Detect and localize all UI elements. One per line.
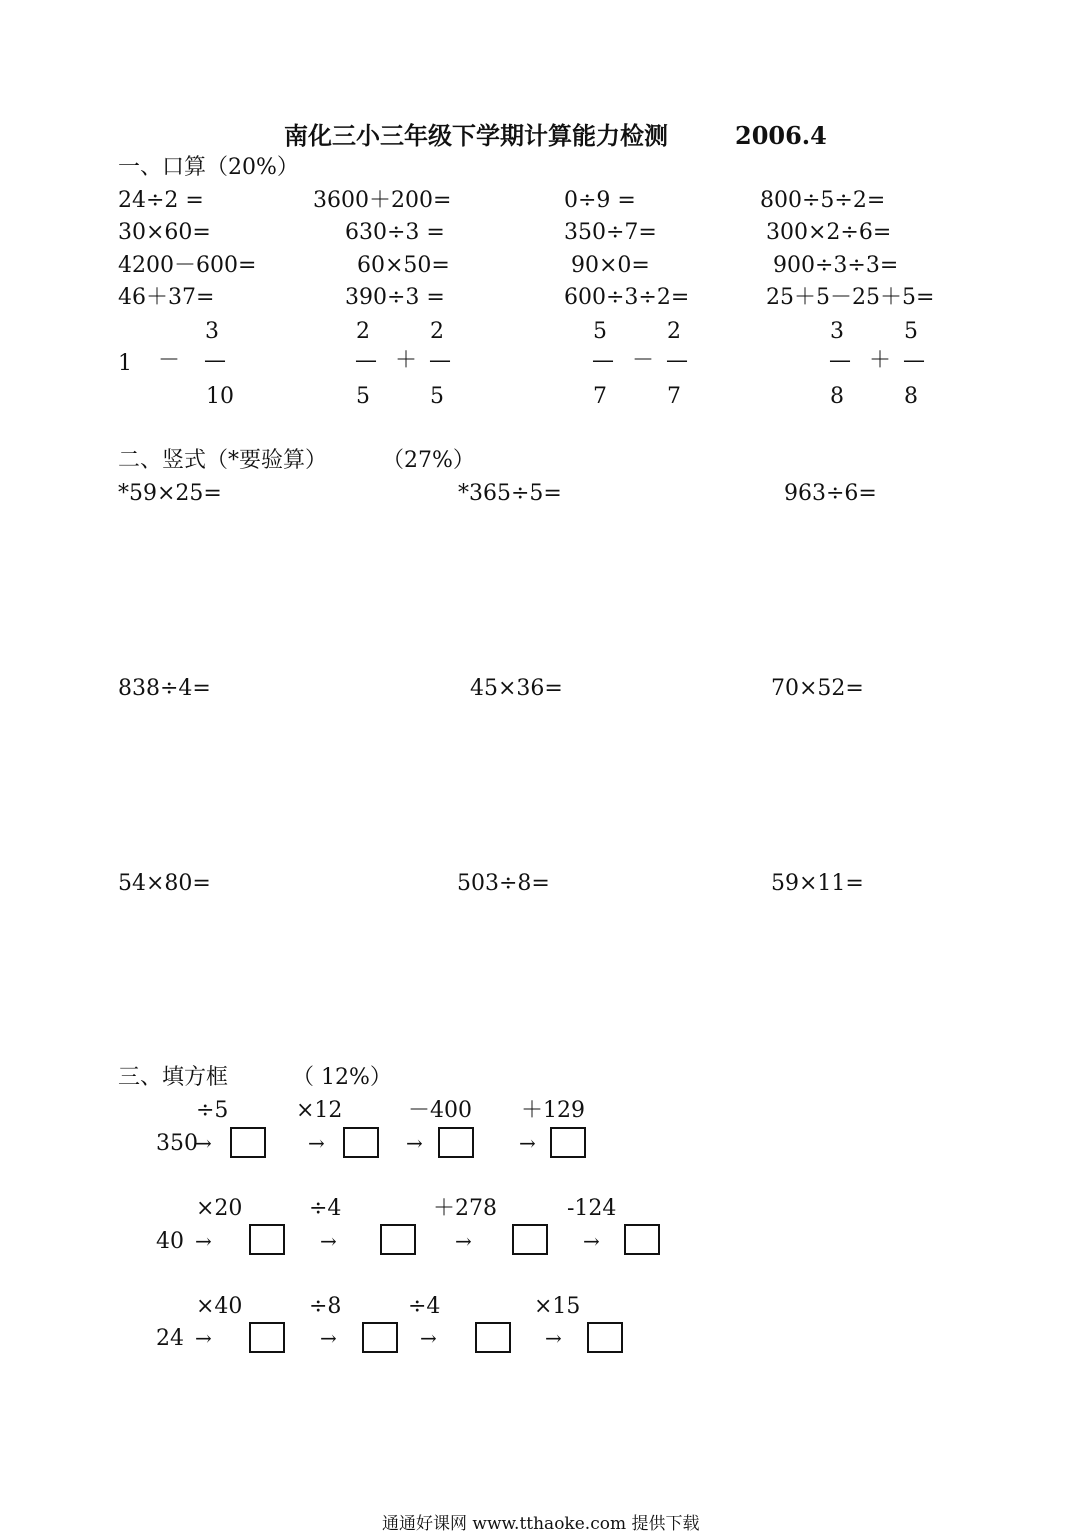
oral-item: 350÷7=: [564, 220, 657, 245]
vertical-item: 59×11=: [771, 871, 864, 896]
answer-box[interactable]: [550, 1127, 586, 1158]
vertical-item: 54×80=: [118, 871, 211, 896]
oral-item: 90×0=: [571, 253, 650, 278]
fraction-numerator: 2: [667, 319, 681, 344]
answer-box[interactable]: [380, 1224, 416, 1255]
oral-item: 390÷3 =: [345, 285, 445, 310]
footer-credit: 通通好课网 www.tthaoke.com 提供下载: [382, 1514, 700, 1534]
fraction-numerator: 2: [356, 319, 370, 344]
arrow-right-icon: →: [195, 1229, 212, 1253]
arrow-right-icon: →: [195, 1326, 212, 1350]
oral-item: 3600＋200=: [313, 188, 452, 213]
answer-box[interactable]: [362, 1322, 398, 1353]
page-title: 南化三小三年级下学期计算能力检测: [284, 121, 668, 150]
fraction-numerator: 3: [205, 319, 219, 344]
fraction-bar: —: [355, 348, 377, 373]
test-date: 2006.4: [735, 121, 827, 150]
answer-box[interactable]: [343, 1127, 379, 1158]
fraction-denominator: 8: [830, 384, 844, 409]
arrow-right-icon: →: [320, 1326, 337, 1350]
fraction-denominator: 5: [356, 384, 370, 409]
chain-operation: ÷4: [309, 1196, 342, 1221]
oral-item: 0÷9 =: [564, 188, 636, 213]
chain-operation: ×12: [296, 1098, 343, 1123]
chain-operation: ÷8: [309, 1294, 342, 1319]
section1-heading: 一、口算（20%）: [118, 155, 299, 180]
chain-operation: ÷4: [408, 1294, 441, 1319]
oral-item: 4200－600=: [118, 253, 257, 278]
oral-item: 25＋5－25＋5=: [766, 285, 935, 310]
plus-sign: ＋: [869, 348, 892, 373]
oral-item: 800÷5÷2=: [760, 188, 886, 213]
chain-start-number: 350: [156, 1131, 198, 1156]
oral-item: 300×2÷6=: [766, 220, 892, 245]
oral-item: 600÷3÷2=: [564, 285, 690, 310]
section2-heading: 二、竖式（*要验算）: [118, 448, 328, 473]
answer-box[interactable]: [475, 1322, 511, 1353]
answer-box[interactable]: [249, 1224, 285, 1255]
oral-item: 46＋37=: [118, 285, 215, 310]
oral-item: 60×50=: [357, 253, 450, 278]
arrow-right-icon: →: [320, 1229, 337, 1253]
fraction-denominator: 8: [904, 384, 918, 409]
chain-operation: －400: [408, 1098, 472, 1123]
vertical-item: 963÷6=: [784, 481, 877, 506]
chain-operation: ＋278: [433, 1196, 497, 1221]
section3-heading: 三、填方框: [118, 1065, 229, 1090]
fraction-bar: —: [829, 348, 851, 373]
fraction-numerator: 2: [430, 319, 444, 344]
chain-start-number: 24: [156, 1326, 184, 1351]
fraction-bar: —: [429, 348, 451, 373]
arrow-right-icon: →: [420, 1326, 437, 1350]
arrow-right-icon: →: [308, 1131, 325, 1155]
fraction-whole: 1: [118, 351, 132, 376]
vertical-item: *59×25=: [118, 481, 222, 506]
plus-sign: ＋: [395, 348, 418, 373]
chain-operation: ×20: [196, 1196, 243, 1221]
arrow-right-icon: →: [545, 1326, 562, 1350]
arrow-right-icon: →: [455, 1229, 472, 1253]
vertical-item: 838÷4=: [118, 676, 211, 701]
fraction-numerator: 5: [904, 319, 918, 344]
fraction-numerator: 5: [593, 319, 607, 344]
minus-sign: －: [158, 348, 181, 373]
answer-box[interactable]: [249, 1322, 285, 1353]
chain-operation: ＋129: [521, 1098, 585, 1123]
vertical-item: 503÷8=: [457, 871, 550, 896]
fraction-numerator: 3: [830, 319, 844, 344]
vertical-item: 45×36=: [470, 676, 563, 701]
section3-percent: （ 12%）: [292, 1065, 392, 1090]
chain-operation: ×40: [196, 1294, 243, 1319]
chain-start-number: 40: [156, 1229, 184, 1254]
fraction-bar: —: [592, 348, 614, 373]
chain-operation: ÷5: [196, 1098, 229, 1123]
oral-item: 30×60=: [118, 220, 211, 245]
answer-box[interactable]: [512, 1224, 548, 1255]
arrow-right-icon: →: [406, 1131, 423, 1155]
answer-box[interactable]: [624, 1224, 660, 1255]
oral-item: 630÷3 =: [345, 220, 445, 245]
oral-item: 900÷3÷3=: [773, 253, 899, 278]
fraction-bar: —: [666, 348, 688, 373]
fraction-bar: —: [204, 348, 226, 373]
vertical-item: *365÷5=: [458, 481, 562, 506]
arrow-right-icon: →: [583, 1229, 600, 1253]
fraction-denominator: 5: [430, 384, 444, 409]
answer-box[interactable]: [230, 1127, 266, 1158]
chain-operation: -124: [567, 1196, 617, 1221]
answer-box[interactable]: [438, 1127, 474, 1158]
fraction-denominator: 7: [667, 384, 681, 409]
section2-percent: （27%）: [382, 448, 475, 473]
oral-item: 24÷2 =: [118, 188, 204, 213]
arrow-right-icon: →: [519, 1131, 536, 1155]
arrow-right-icon: →: [195, 1131, 212, 1155]
vertical-item: 70×52=: [771, 676, 864, 701]
answer-box[interactable]: [587, 1322, 623, 1353]
fraction-denominator: 10: [206, 384, 234, 409]
chain-operation: ×15: [534, 1294, 581, 1319]
minus-sign: －: [632, 348, 655, 373]
fraction-denominator: 7: [593, 384, 607, 409]
fraction-bar: —: [903, 348, 925, 373]
